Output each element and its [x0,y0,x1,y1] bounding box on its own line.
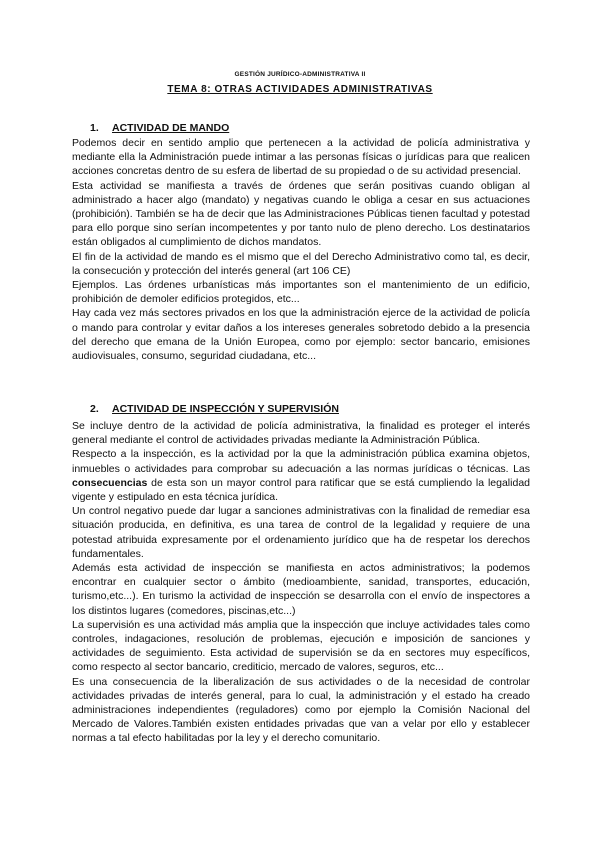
paragraph: Esta actividad se manifiesta a través de órdenes que serán positivas cuando obligan al administrado a hacer algo (mandato) y negativas cuando le obliga a cesar en sus actuaciones (prohibición). También se ha de decir que las Administraciones Públicas tienen facultad y potestad para ello porque sino serían incompetentes y por tanto nulo de pleno derecho. Los destinatarios están obligados al cumplimiento de dichos mandatos. [72,179,530,249]
paragraph: El fin de la actividad de mando es el mismo que el del Derecho Administrativo como tal, es decir, la consecución y protección del interés general (art 106 CE) [72,250,530,277]
section-2-title: ACTIVIDAD DE INSPECCIÓN Y SUPERVISIÓN [112,403,339,415]
paragraph: Se incluye dentro de la actividad de policía administrativa, la finalidad es proteger el interés general mediante el control de actividades privadas mediante la Administración Pública. [72,420,530,447]
paragraph: Ejemplos. Las órdenes urbanísticas más importantes son el mantenimiento de un edificio, prohibición de demoler edificios protegidos, etc... [72,279,530,306]
document-title-text: TEMA 8: OTRAS ACTIVIDADES ADMINISTRATIVAS [167,84,433,95]
paragraph-text: Respecto a la inspección, es la actividad por la que la administración pública examina objetos, inmuebles o actividades para comprobar su adecuación a las normas jurídicas o técnicas. Las [72,448,530,475]
paragraph: Un control negativo puede dar lugar a sanciones administrativas con la finalidad de remediar esa situación producida, en definitiva, es una tarea de control de la legalidad y requiere de una potestad atribuida expresamente por el ordenamiento jurídico que ha de respetar los derechos fundamentales. [72,505,530,560]
section-2-body [72,419,530,746]
paragraph [72,447,530,504]
section-1-body [72,136,530,363]
paragraph: La supervisión es una actividad más amplia que la inspección que incluye actividades tales como controles, indagaciones, resolución de problemas, ejecución e imposición de sanciones y actividades de seguimiento. Esta actividad de supervisión se da en sectores muy específicos, como respecto al sector bancario, crediticio, mercado de valores, seguros, etc... [72,618,530,674]
section-1-title: ACTIVIDAD DE MANDO [112,122,230,134]
document-title [0,84,600,95]
section-2-heading [90,403,339,415]
section-2-number: 2. [90,403,99,415]
section-1-number: 1. [90,122,99,134]
paragraph: Hay cada vez más sectores privados en los que la administración ejerce de la actividad de policía o mando para controlar y evitar daños a los intereses generales sobretodo debido a la presencia del derecho que emana de la Unión Europea, como por ejemplo: sector bancario, emisiones audiovisuales, consumo, seguridad ciudadana, etc... [72,307,530,363]
paragraph-text: de esta son un mayor control para ratificar que se está cumpliendo la legalidad vigente y estipulado en esta técnica jurídica. [72,476,530,504]
bold-term: consecuencias [72,476,148,489]
section-1-heading [90,122,229,134]
paragraph: Además esta actividad de inspección se manifiesta en actos administrativos; la podemos encontrar en cualquier sector o ámbito (medioambiente, sanidad, transportes, educación, turismo,etc...). En turismo la actividad de inspección se desarrolla con el envío de inspectores a los distintos lugares (comedores, piscinas,etc...) [72,562,530,617]
paragraph: Podemos decir en sentido amplio que pertenecen a la actividad de policía administrativa y mediante ella la Administración puede intimar a las personas físicas o jurídicas para que realicen acciones concretas dentro de su esfera de libertad de su propiedad o de su actividad presencial. [72,137,530,178]
paragraph: Es una consecuencia de la liberalización de sus actividades o de la necesidad de controlar actividades privadas de interés general, para lo cual, la administración y el estado ha creado administraciones independientes (reguladores) como por ejemplo la Comisión Nacional del Mercado de Valores.También existen entidades privadas que van a velar por ello y establecer normas a tal efecto habilitadas por la ley y el derecho comunitario. [72,675,530,745]
course-name: GESTIÓN JURÍDICO-ADMINISTRATIVA II [234,71,366,78]
